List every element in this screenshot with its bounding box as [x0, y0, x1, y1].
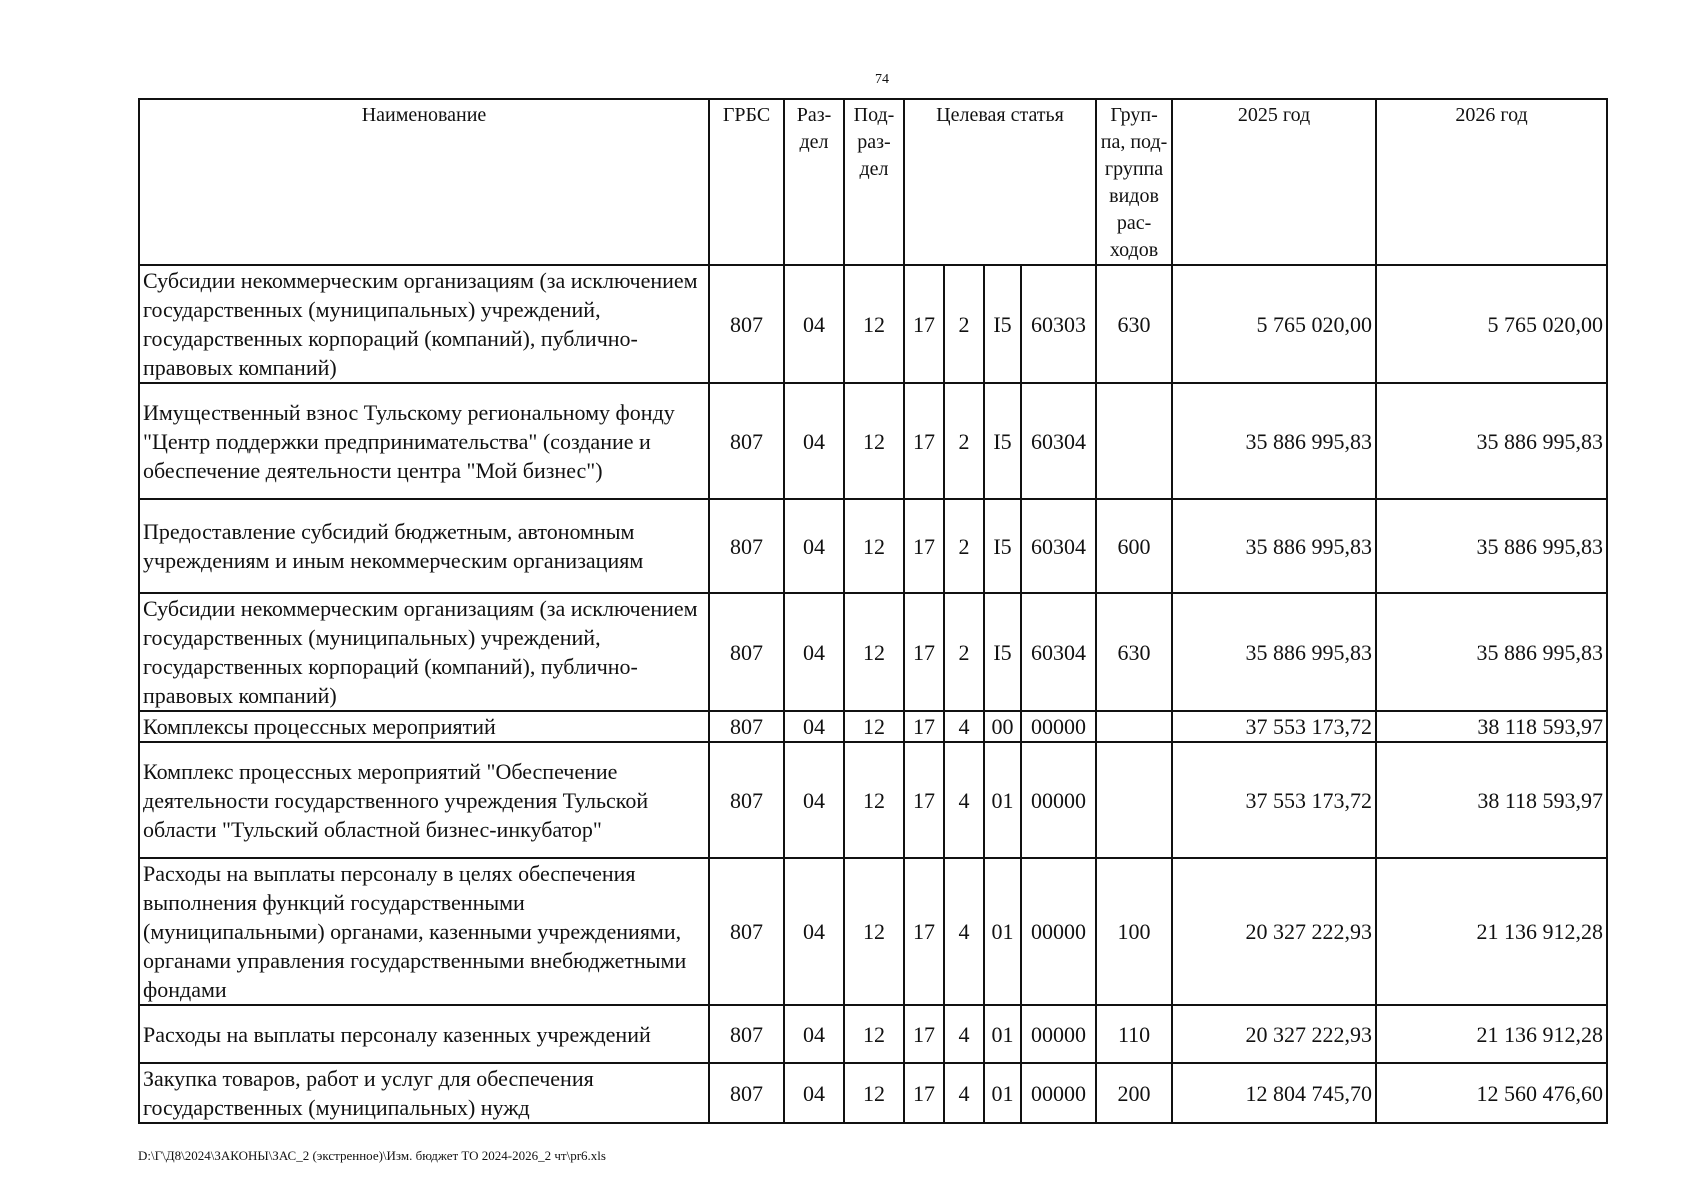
row-name: Комплекс процессных мероприятий "Обеспечение деятельности государственного учреждения Тульской области "Тульский областной бизнес-инкубатор" [139, 742, 709, 858]
row-amount-2025: 5 765 020,00 [1172, 265, 1376, 383]
row-expense-group [1096, 383, 1172, 499]
row-target-project: I5 [984, 265, 1021, 383]
row-section: 04 [784, 499, 844, 593]
table-row [139, 265, 1607, 383]
budget-table [138, 98, 1608, 1124]
row-amount-2026: 38 118 593,97 [1376, 742, 1607, 858]
table-header-row [139, 99, 1607, 265]
row-amount-2025: 35 886 995,83 [1172, 499, 1376, 593]
row-expense-group: 630 [1096, 593, 1172, 711]
row-target-program: 17 [904, 1063, 944, 1123]
page-number: 74 [875, 72, 889, 87]
header-year-2025: 2025 год [1172, 99, 1376, 265]
row-name: Предоставление субсидий бюджетным, автономным учреждениям и иным некоммерческим организациям [139, 499, 709, 593]
row-amount-2026: 5 765 020,00 [1376, 265, 1607, 383]
row-amount-2025: 20 327 222,93 [1172, 858, 1376, 1005]
row-expense-group [1096, 711, 1172, 742]
row-amount-2026: 21 136 912,28 [1376, 1005, 1607, 1063]
row-grbs: 807 [709, 1005, 784, 1063]
row-target-project: 00 [984, 711, 1021, 742]
row-subsection: 12 [844, 593, 904, 711]
row-target-direction: 00000 [1021, 711, 1096, 742]
row-amount-2025: 35 886 995,83 [1172, 383, 1376, 499]
row-target-project: 01 [984, 858, 1021, 1005]
row-subsection: 12 [844, 265, 904, 383]
row-subsection: 12 [844, 711, 904, 742]
table-row [139, 593, 1607, 711]
row-amount-2026: 38 118 593,97 [1376, 711, 1607, 742]
row-subsection: 12 [844, 1005, 904, 1063]
table-row [139, 383, 1607, 499]
row-grbs: 807 [709, 383, 784, 499]
row-name: Субсидии некоммерческим организациям (за исключением государственных (муниципальных) учреждений, государственных корпораций (компаний), публично-правовых компаний) [139, 593, 709, 711]
row-target-direction: 00000 [1021, 1005, 1096, 1063]
row-target-direction: 60303 [1021, 265, 1096, 383]
row-section: 04 [784, 711, 844, 742]
row-section: 04 [784, 858, 844, 1005]
row-target-project: I5 [984, 593, 1021, 711]
row-section: 04 [784, 383, 844, 499]
row-target-project: 01 [984, 1005, 1021, 1063]
row-amount-2026: 35 886 995,83 [1376, 383, 1607, 499]
row-subsection: 12 [844, 858, 904, 1005]
row-name: Субсидии некоммерческим организациям (за исключением государственных (муниципальных) учреждений, государственных корпораций (компаний), публично-правовых компаний) [139, 265, 709, 383]
row-amount-2025: 20 327 222,93 [1172, 1005, 1376, 1063]
row-amount-2025: 37 553 173,72 [1172, 742, 1376, 858]
row-name: Закупка товаров, работ и услуг для обеспечения государственных (муниципальных) нужд [139, 1063, 709, 1123]
row-expense-group: 100 [1096, 858, 1172, 1005]
table-row [139, 1063, 1607, 1123]
row-target-type: 2 [944, 593, 984, 711]
row-target-project: I5 [984, 499, 1021, 593]
row-target-program: 17 [904, 711, 944, 742]
row-grbs: 807 [709, 858, 784, 1005]
row-name: Расходы на выплаты персоналу казенных учреждений [139, 1005, 709, 1063]
row-amount-2026: 35 886 995,83 [1376, 499, 1607, 593]
file-path-footer: D:\Г\Д8\2024\ЗАКОНЫ\ЗАС_2 (экстренное)\Изм. бюджет ТО 2024-2026_2 чт\pr6.xls [138, 1148, 606, 1163]
row-target-project: 01 [984, 1063, 1021, 1123]
row-section: 04 [784, 742, 844, 858]
header-expense-group: Груп- па, под- группа видов рас- ходов [1096, 99, 1172, 265]
row-target-direction: 60304 [1021, 499, 1096, 593]
row-target-type: 4 [944, 858, 984, 1005]
row-amount-2025: 12 804 745,70 [1172, 1063, 1376, 1123]
row-target-type: 4 [944, 742, 984, 858]
row-grbs: 807 [709, 593, 784, 711]
header-subsection: Под- раз- дел [844, 99, 904, 265]
row-grbs: 807 [709, 742, 784, 858]
row-section: 04 [784, 593, 844, 711]
row-target-direction: 00000 [1021, 858, 1096, 1005]
row-expense-group: 110 [1096, 1005, 1172, 1063]
row-target-program: 17 [904, 858, 944, 1005]
table-row [139, 742, 1607, 858]
row-grbs: 807 [709, 265, 784, 383]
row-target-program: 17 [904, 383, 944, 499]
row-amount-2025: 37 553 173,72 [1172, 711, 1376, 742]
row-expense-group: 200 [1096, 1063, 1172, 1123]
row-amount-2026: 35 886 995,83 [1376, 593, 1607, 711]
table-row [139, 1005, 1607, 1063]
row-amount-2026: 21 136 912,28 [1376, 858, 1607, 1005]
row-name: Имущественный взнос Тульскому региональному фонду "Центр поддержки предпринимательства" (создание и обеспечение деятельности центра "Мой бизнес") [139, 383, 709, 499]
row-name: Комплексы процессных мероприятий [139, 711, 709, 742]
row-section: 04 [784, 265, 844, 383]
row-target-direction: 00000 [1021, 742, 1096, 858]
row-grbs: 807 [709, 1063, 784, 1123]
row-target-program: 17 [904, 1005, 944, 1063]
row-target-type: 4 [944, 1063, 984, 1123]
table-row [139, 499, 1607, 593]
row-target-project: I5 [984, 383, 1021, 499]
row-target-type: 4 [944, 711, 984, 742]
row-target-program: 17 [904, 499, 944, 593]
row-expense-group: 630 [1096, 265, 1172, 383]
row-name: Расходы на выплаты персоналу в целях обеспечения выполнения функций государственными (муниципальными) органами, казенными учреждениями, органами управления государственными внебюджетными фондами [139, 858, 709, 1005]
row-target-direction: 60304 [1021, 383, 1096, 499]
header-target-article: Целевая статья [904, 99, 1096, 265]
row-subsection: 12 [844, 499, 904, 593]
row-subsection: 12 [844, 742, 904, 858]
row-expense-group [1096, 742, 1172, 858]
row-subsection: 12 [844, 1063, 904, 1123]
row-target-type: 2 [944, 499, 984, 593]
row-target-program: 17 [904, 593, 944, 711]
row-amount-2025: 35 886 995,83 [1172, 593, 1376, 711]
row-target-type: 2 [944, 265, 984, 383]
row-section: 04 [784, 1005, 844, 1063]
row-target-program: 17 [904, 742, 944, 858]
row-subsection: 12 [844, 383, 904, 499]
header-section: Раз- дел [784, 99, 844, 265]
header-year-2026: 2026 год [1376, 99, 1607, 265]
table-row [139, 858, 1607, 1005]
row-target-type: 2 [944, 383, 984, 499]
row-grbs: 807 [709, 499, 784, 593]
row-target-program: 17 [904, 265, 944, 383]
header-grbs: ГРБС [709, 99, 784, 265]
row-section: 04 [784, 1063, 844, 1123]
row-target-direction: 00000 [1021, 1063, 1096, 1123]
row-target-type: 4 [944, 1005, 984, 1063]
row-grbs: 807 [709, 711, 784, 742]
row-amount-2026: 12 560 476,60 [1376, 1063, 1607, 1123]
row-expense-group: 600 [1096, 499, 1172, 593]
header-name: Наименование [139, 99, 709, 265]
row-target-direction: 60304 [1021, 593, 1096, 711]
table-row [139, 711, 1607, 742]
row-target-project: 01 [984, 742, 1021, 858]
